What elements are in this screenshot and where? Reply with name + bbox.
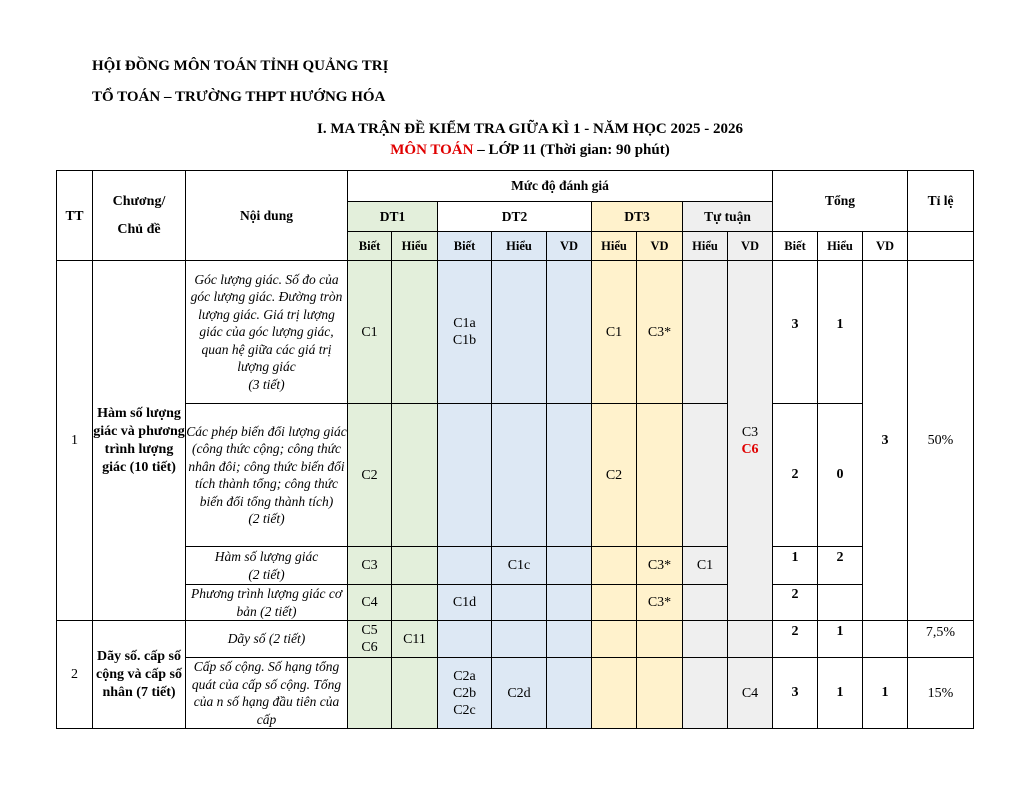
r2c2-total-biet: 3 xyxy=(773,658,818,729)
header-dt3: DT3 xyxy=(592,202,683,232)
assessment-matrix xyxy=(56,170,974,729)
r1c1-tu-hieu xyxy=(683,261,728,404)
r1c3-dt3-hieu xyxy=(592,547,637,585)
r2c2-dt3-vd xyxy=(637,658,683,729)
r1c3-total-hieu: 2 xyxy=(818,547,863,585)
r2c1-dt2-hieu xyxy=(492,621,547,658)
row1-content3-text: Hàm số lượng giác xyxy=(214,549,319,564)
row1-content1-text: Góc lượng giác. Số đo của góc lượng giác. Đường tròn lượng giác. Giá trị lượng giác của góc lượng giác, quan hệ giữa các giá trị lượng giác xyxy=(190,271,343,375)
row1-content2-text: Các phép biến đổi lượng giác (công thức cộng; công thức nhân đôi; công thức biến đổi tích thành tổng; công thức biến đổi tổng thành tích) xyxy=(186,423,347,509)
r2c1-tu-hieu xyxy=(683,621,728,658)
row2-chapter: Dãy số. cấp số cộng và cấp số nhân (7 tiết) xyxy=(93,621,186,729)
row1-content3 xyxy=(186,547,348,585)
row1-content2 xyxy=(186,404,348,547)
r1c1-dt2-biet-1: C1a xyxy=(453,316,476,331)
r1c3-dt2-biet xyxy=(438,547,492,585)
r2c2-dt2-hieu: C2d xyxy=(492,658,547,729)
r1c4-dt3-vd: C3* xyxy=(637,585,683,621)
r2c1-total-biet: 2 xyxy=(773,621,818,658)
school-heading: TỔ TOÁN – TRƯỜNG THPT HƯỚNG HÓA xyxy=(92,89,386,105)
row1-content4: Phương trình lượng giác cơ bản (2 tiết) xyxy=(186,585,348,621)
header-tutuan: Tự tuận xyxy=(683,202,773,232)
council-heading: HỘI ĐỒNG MÔN TOÁN TỈNH QUẢNG TRỊ xyxy=(92,58,389,74)
header-tu-vd: VD xyxy=(728,232,773,261)
r1-total-vd: 3 xyxy=(863,261,908,621)
subject-label: MÔN TOÁN xyxy=(390,142,474,158)
r1c1-dt3-hieu: C1 xyxy=(592,261,637,404)
r2c2-dt2-biet-2: C2b xyxy=(452,685,477,701)
r1c2-dt3-hieu: C2 xyxy=(592,404,637,547)
header-total-hieu: Hiểu xyxy=(818,232,863,261)
r1c3-dt1-biet: C3 xyxy=(348,547,392,585)
r1-tu-vd-1: C3 xyxy=(741,424,759,440)
r2c2-dt2-vd xyxy=(547,658,592,729)
r1c1-total-biet: 3 xyxy=(773,261,818,404)
header-total-biet: Biết xyxy=(773,232,818,261)
r1c2-total-hieu: 0 xyxy=(818,404,863,547)
r1-tu-vd-2: C6 xyxy=(741,441,759,457)
r1c4-dt3-hieu xyxy=(592,585,637,621)
r1c3-dt2-hieu: C1c xyxy=(492,547,547,585)
header-assessment-level: Mức độ đánh giá xyxy=(348,171,773,202)
r1c3-dt2-vd xyxy=(547,547,592,585)
r1c1-dt1-biet: C1 xyxy=(348,261,392,404)
r1c1-total-hieu: 1 xyxy=(818,261,863,404)
r2c1-total-hieu: 1 xyxy=(818,621,863,658)
header-ratio: Tỉ lệ xyxy=(908,171,974,232)
r2c2-total-hieu: 1 xyxy=(818,658,863,729)
r1c1-dt2-biet-2: C1b xyxy=(452,333,477,348)
r1c3-dt3-vd: C3* xyxy=(637,547,683,585)
header-dt1-biet: Biết xyxy=(348,232,392,261)
r1c4-dt2-vd xyxy=(547,585,592,621)
r1c2-total-biet: 2 xyxy=(773,404,818,547)
r1c1-dt2-vd xyxy=(547,261,592,404)
header-dt2-vd: VD xyxy=(547,232,592,261)
header-total: Tổng xyxy=(773,171,908,232)
header-dt1: DT1 xyxy=(348,202,438,232)
r2c2-dt2-biet-1: C2a xyxy=(453,668,476,684)
r1c4-dt2-biet: C1d xyxy=(438,585,492,621)
r1c3-dt1-hieu xyxy=(392,547,438,585)
r2c1-dt3-vd xyxy=(637,621,683,658)
row1-content1-lessons: (3 tiết) xyxy=(248,376,285,392)
r2c2-dt2-biet xyxy=(438,658,492,729)
r2c2-dt1-biet xyxy=(348,658,392,729)
document-title: I. MA TRẬN ĐỀ KIỂM TRA GIỮA KÌ 1 - NĂM HỌC 2025 - 2026 xyxy=(317,121,743,137)
r1c2-dt1-hieu xyxy=(392,404,438,547)
r1c2-dt2-biet xyxy=(438,404,492,547)
document-subtitle xyxy=(0,142,1024,159)
r1c4-dt1-biet: C4 xyxy=(348,585,392,621)
r1c1-dt2-biet xyxy=(438,261,492,404)
r2c2-tu-vd: C4 xyxy=(728,658,773,729)
r1c2-dt3-vd xyxy=(637,404,683,547)
header-dt3-hieu: Hiểu xyxy=(592,232,637,261)
row2-tt: 2 xyxy=(57,621,93,729)
row1-content2-lessons: (2 tiết) xyxy=(248,511,285,526)
header-dt3-vd: VD xyxy=(637,232,683,261)
r1-ratio: 50% xyxy=(908,261,974,621)
r2c1-dt1-biet-1: C5 xyxy=(361,623,378,638)
r1-tu-vd xyxy=(728,261,773,621)
r2c1-dt1-hieu: C11 xyxy=(392,621,438,658)
r1c4-tu-hieu xyxy=(683,585,728,621)
header-dt2: DT2 xyxy=(438,202,592,232)
header-tu-hieu: Hiểu xyxy=(683,232,728,261)
r1c3-total-biet: 1 xyxy=(773,547,818,585)
header-content: Nội dung xyxy=(186,171,348,261)
r2c2-ratio: 15% xyxy=(908,658,974,729)
r2c1-ratio: 7,5% xyxy=(908,621,974,658)
r1c4-dt1-hieu xyxy=(392,585,438,621)
r2c2-total-vd: 1 xyxy=(863,658,908,729)
r2c1-dt3-hieu xyxy=(592,621,637,658)
r2c1-tu-vd xyxy=(728,621,773,658)
row1-chapter: Hàm số lượng giác và phương trình lượng giác (10 tiết) xyxy=(93,261,186,621)
r1c2-dt1-biet: C2 xyxy=(348,404,392,547)
r2c2-dt2-biet-3: C2c xyxy=(453,702,476,718)
r1c4-total-hieu xyxy=(818,585,863,621)
row1-content3-lessons: (2 tiết) xyxy=(248,566,285,582)
row2-content2: Cấp số cộng. Số hạng tổng quát của cấp số cộng. Tổng của n số hạng đầu tiên của cấp xyxy=(186,658,348,729)
row1-content1 xyxy=(186,261,348,404)
r1c4-total-biet: 2 xyxy=(773,585,818,621)
r2c1-dt1-biet xyxy=(348,621,392,658)
header-dt1-hieu: Hiểu xyxy=(392,232,438,261)
header-dt2-hieu: Hiểu xyxy=(492,232,547,261)
r1c2-dt2-vd xyxy=(547,404,592,547)
header-chapter xyxy=(93,171,186,261)
header-dt2-biet: Biết xyxy=(438,232,492,261)
r1c1-dt2-hieu xyxy=(492,261,547,404)
r2c1-dt1-biet-2: C6 xyxy=(361,640,378,655)
header-ratio-empty xyxy=(908,232,974,261)
header-tt: TT xyxy=(57,171,93,261)
r2c2-dt3-hieu xyxy=(592,658,637,729)
r1c1-dt3-vd: C3* xyxy=(637,261,683,404)
r1c2-tu-hieu xyxy=(683,404,728,547)
header-chapter-line1: Chương/ xyxy=(112,193,166,209)
r2c2-dt1-hieu xyxy=(392,658,438,729)
r1c4-dt2-hieu xyxy=(492,585,547,621)
r2c1-dt2-biet xyxy=(438,621,492,658)
subtitle-rest: – LỚP 11 (Thời gian: 90 phút) xyxy=(473,142,670,158)
r2c1-dt2-vd xyxy=(547,621,592,658)
r1c1-dt1-hieu xyxy=(392,261,438,404)
r2c1-total-vd xyxy=(863,621,908,658)
row1-tt: 1 xyxy=(57,261,93,621)
row2-content1: Dãy số (2 tiết) xyxy=(186,621,348,658)
header-chapter-line2: Chủ đề xyxy=(117,221,161,237)
r1c3-tu-hieu: C1 xyxy=(683,547,728,585)
r1c2-dt2-hieu xyxy=(492,404,547,547)
r2c2-tu-hieu xyxy=(683,658,728,729)
header-total-vd: VD xyxy=(863,232,908,261)
